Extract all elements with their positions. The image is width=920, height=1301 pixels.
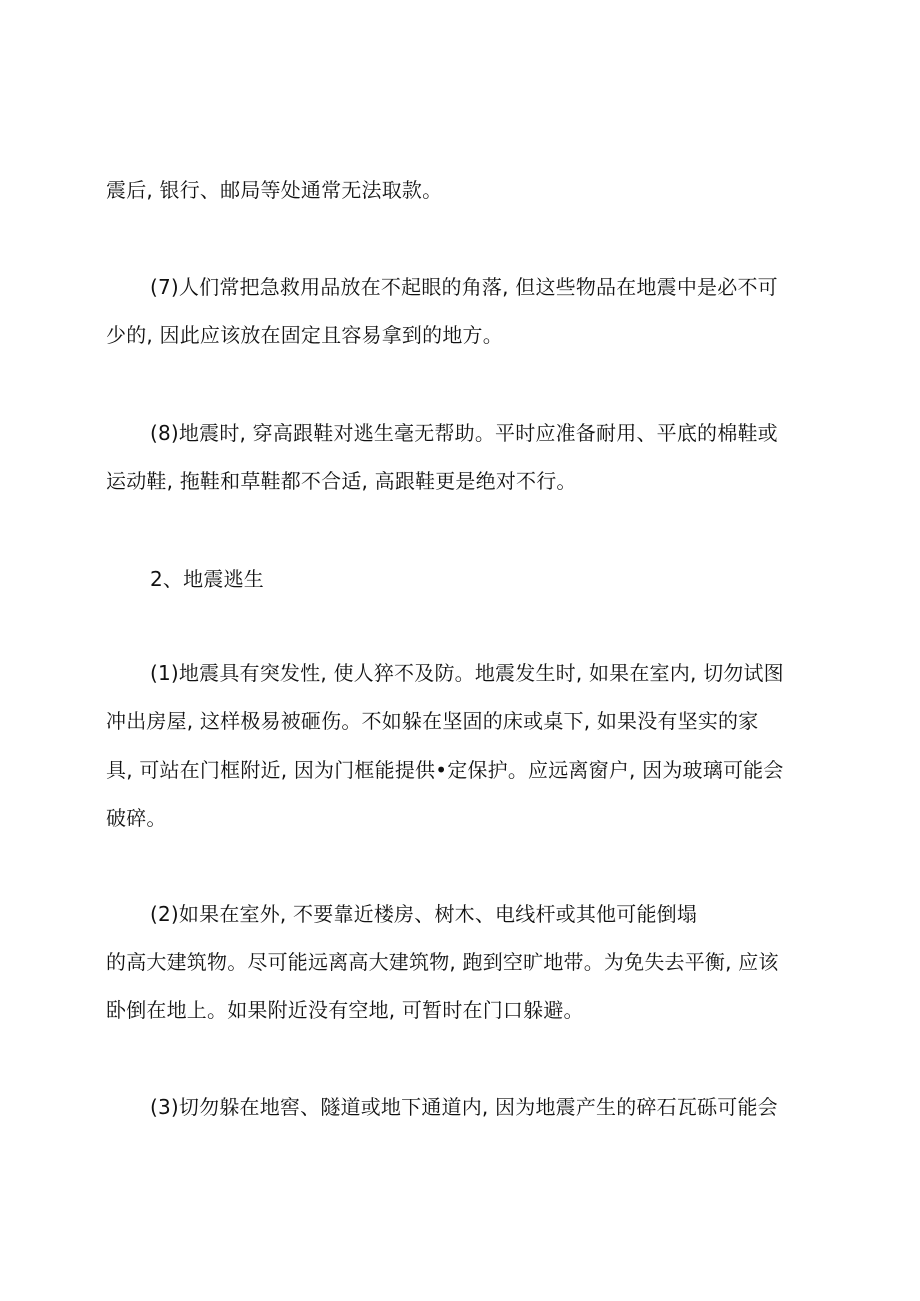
paragraph-3-line-1: (3)切勿躲在地窖、隧道或地下通道内, 因为地震产生的碎石瓦砾可能会 (150, 1095, 778, 1119)
paragraph-1-line-3: 具, 可站在门框附近, 因为门框能提供•定保护。应远离窗户, 因为玻璃可能会 (106, 758, 784, 782)
paragraph-8-line-2: 运动鞋, 拖鞋和草鞋都不合适, 高跟鞋更是绝对不行。 (106, 469, 577, 493)
paragraph-1-line-4: 破碎。 (106, 806, 167, 830)
paragraph-2-line-2: 的高大建筑物。尽可能远离高大建筑物, 跑到空旷地带。为免失去平衡, 应该 (106, 950, 779, 974)
paragraph-8-line-1: (8)地震时, 穿高跟鞋对逃生毫无帮助。平时应准备耐用、平底的棉鞋或 (150, 421, 778, 445)
paragraph-7-line-1: (7)人们常把急救用品放在不起眼的角落, 但这些物品在地震中是必不可 (150, 275, 778, 299)
section-heading: 2、地震逃生 (150, 567, 264, 591)
text-line-continuation: 震后, 银行、邮局等处通常无法取款。 (106, 178, 443, 202)
paragraph-7-line-2: 少的, 因此应该放在固定且容易拿到的地方。 (106, 323, 503, 347)
paragraph-1-line-1: (1)地震具有突发性, 使人猝不及防。地震发生时, 如果在室内, 切勿试图 (150, 661, 784, 685)
paragraph-2-line-1: (2)如果在室外, 不要靠近楼房、树木、电线杆或其他可能倒塌 (150, 902, 698, 926)
paragraph-2-line-3: 卧倒在地上。如果附近没有空地, 可暂时在门口躲避。 (106, 998, 584, 1022)
paragraph-1-line-2: 冲出房屋, 这样极易被砸伤。不如躲在坚固的床或桌下, 如果没有坚实的家 (106, 709, 759, 733)
